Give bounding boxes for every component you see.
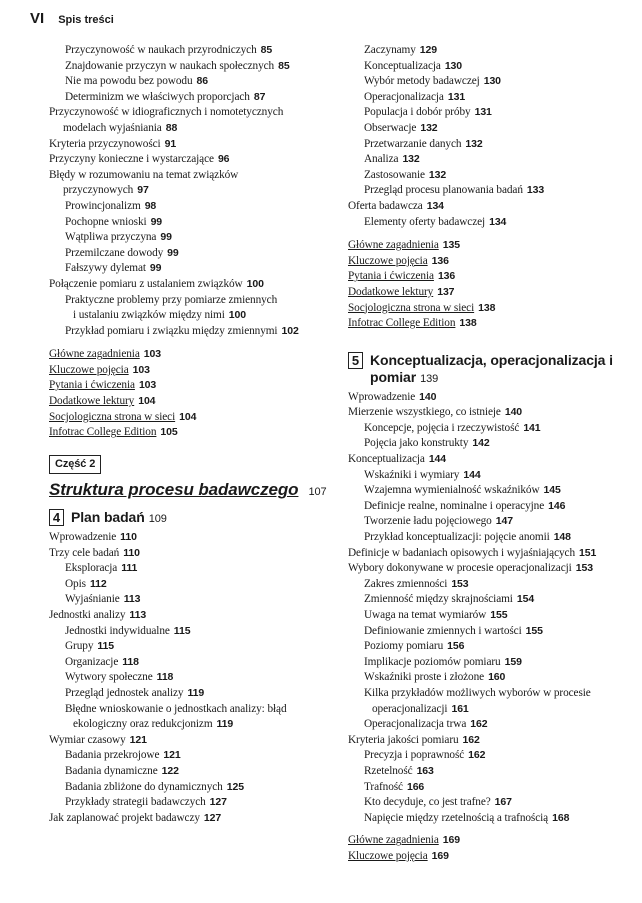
toc-entry: [49, 795, 339, 811]
toc-entry-title: Wytwory społeczne: [65, 671, 153, 684]
toc-entry: [49, 168, 339, 184]
toc-entry: [348, 702, 633, 718]
toc-entry-title: Główne zagadnienia: [49, 348, 140, 361]
toc-entry-page: 88: [165, 121, 178, 134]
toc-entry-page: 145: [543, 484, 561, 497]
toc-entry: [49, 277, 339, 293]
toc-entry-page: 125: [226, 780, 244, 793]
toc-entry-page: 168: [552, 811, 570, 824]
toc-entry-page: 111: [121, 562, 138, 575]
chapter-4-heading: [49, 509, 339, 528]
toc-entry-title: operacjonalizacji: [372, 702, 448, 715]
toc-entry-title: Przykład konceptualizacji: pojęcie anomii: [364, 531, 550, 544]
toc-entry: [49, 74, 339, 90]
toc-entry-title: Kilka przykładów możliwych wyborów w procesie: [364, 686, 591, 699]
part-label: Część 2: [49, 455, 101, 475]
toc-entry: [348, 59, 633, 75]
toc-entry-page: 153: [575, 562, 593, 575]
toc-entry-page: 133: [526, 184, 545, 197]
toc-entry: [49, 639, 339, 655]
toc-entry: [49, 43, 339, 59]
toc-entry-title: Przykład pomiaru i związku między zmiennymi: [65, 324, 278, 337]
toc-entry-page: 135: [442, 239, 460, 252]
toc-entry-page: 115: [173, 624, 191, 637]
toc-entry-title: Mierzenie wszystkiego, co istnieje: [348, 406, 501, 419]
toc-entry-page: 131: [474, 106, 492, 119]
toc-entry: [348, 452, 633, 468]
toc-entry-page: 155: [490, 609, 508, 621]
toc-entry-page: 102: [281, 324, 299, 337]
toc-entry: [348, 748, 633, 764]
toc-entry-page: 103: [132, 363, 150, 376]
toc-entry-title: Wybór metody badawczej: [364, 75, 480, 88]
toc-entry-page: 132: [420, 121, 438, 134]
toc-entry: [49, 90, 339, 106]
toc-list: [49, 43, 339, 339]
toc-entry-page: 118: [156, 671, 174, 684]
toc-entry: [348, 530, 633, 546]
toc-entry-page: 119: [216, 718, 234, 731]
toc-entry: [348, 717, 633, 733]
page-number: VI: [30, 10, 45, 27]
toc-entry: [348, 390, 633, 406]
toc-entry-title: Konceptualizacja: [364, 59, 441, 72]
toc-entry-page: 146: [548, 499, 566, 512]
toc-entry-title: Znajdowanie przyczyn w naukach społecznych: [65, 59, 275, 72]
toc-entry-title: Pojęcia jako konstrukty: [364, 437, 469, 450]
toc-entry: [49, 748, 339, 764]
toc-entry: [348, 405, 633, 421]
page-header: [30, 10, 114, 27]
toc-entry-title: Wskaźniki proste i złożone: [364, 671, 485, 684]
toc-entry-page: 163: [416, 764, 434, 777]
toc-left-column: [49, 43, 339, 826]
toc-entry-page: 118: [122, 655, 139, 668]
toc-entry-page: 121: [163, 749, 181, 762]
chapter-number: 4: [49, 509, 64, 526]
toc-entry-page: 136: [431, 254, 449, 267]
toc-entry-title: Tworzenie ładu pojęciowego: [364, 515, 492, 528]
toc-entry-page: 99: [167, 246, 179, 259]
toc-entry: [348, 137, 633, 153]
toc-entry-title: i ustalaniu związków między nimi: [73, 309, 225, 322]
toc-entry-title: Zastosowanie: [364, 168, 425, 181]
toc-entry-page: 127: [209, 796, 227, 809]
toc-entry-page: 127: [203, 811, 222, 824]
toc-entry-page: 151: [579, 546, 597, 559]
toc-entry-title: Implikacje poziomów pomiaru: [364, 655, 501, 668]
toc-entry-title: Pochopne wnioski: [65, 215, 147, 228]
chapter-5-heading: [348, 352, 633, 388]
toc-links: [49, 347, 339, 441]
toc-entry: [49, 121, 339, 137]
toc-entry-page: 103: [138, 379, 157, 392]
toc-entry: [348, 468, 633, 484]
toc-entry: [49, 546, 339, 562]
toc-entry-title: Kluczowe pojęcia: [49, 363, 129, 376]
toc-entry-title: Prowincjonalizm: [65, 199, 141, 212]
toc-entry-page: 85: [278, 59, 290, 72]
toc-entry-page: 100: [246, 277, 264, 290]
chapter-page: 109: [148, 513, 167, 526]
toc-entry: [49, 308, 339, 324]
toc-list: [348, 390, 633, 827]
toc-link-entry: [348, 238, 633, 254]
toc-entry-title: Kto decyduje, co jest trafne?: [364, 796, 491, 809]
toc-entry: [348, 105, 633, 121]
toc-entry-title: Infotrac College Edition: [49, 426, 157, 439]
toc-entry: [348, 215, 633, 231]
toc-entry: [348, 436, 633, 452]
toc-entry-page: 105: [160, 426, 178, 439]
chapter-title-text: Konceptualizacja, operacjonalizacja i pomiar: [370, 351, 613, 385]
toc-entry: [348, 670, 633, 686]
toc-entry-title: Obserwacje: [364, 121, 417, 134]
toc-entry-title: Jak zaplanować projekt badawczy: [49, 811, 200, 824]
toc-link-entry: [348, 285, 633, 301]
toc-entry-title: Badania zbliżone do dynamicznych: [65, 780, 223, 793]
toc-entry-page: 136: [437, 270, 456, 283]
toc-entry: [49, 608, 339, 624]
toc-entry: [348, 74, 633, 90]
toc-entry-page: 86: [196, 75, 208, 88]
toc-entry: [49, 592, 339, 608]
toc-entry-title: Definicje w badaniach opisowych i wyjaśniających: [348, 546, 576, 559]
toc-entry: [348, 795, 633, 811]
toc-entry: [348, 577, 633, 593]
toc-entry-page: 104: [179, 410, 197, 423]
toc-entry: [348, 764, 633, 780]
toc-entry: [49, 261, 339, 277]
toc-entry-title: Kryteria przyczynowości: [49, 137, 161, 150]
toc-entry: [348, 592, 633, 608]
toc-entry-page: 148: [553, 531, 571, 544]
toc-entry: [49, 733, 339, 749]
toc-entry: [348, 43, 633, 59]
toc-entry-title: Definicje realne, nominalne i operacyjne: [364, 499, 545, 512]
toc-entry: [49, 530, 339, 546]
toc-entry-title: Organizacje: [65, 655, 119, 668]
toc-entry-title: Wybory dokonywane w procesie operacjonalizacji: [348, 562, 572, 575]
toc-entry-title: Zmienność między skrajnościami: [364, 593, 513, 606]
toc-entry-page: 110: [120, 531, 137, 544]
toc-entry: [49, 183, 339, 199]
chapter-page: 139: [420, 372, 439, 385]
toc-entry: [348, 655, 633, 671]
toc-entry-title: Opis: [65, 577, 86, 590]
toc-entry-page: 144: [428, 453, 447, 466]
toc-entry: [49, 215, 339, 231]
part-title-text: Struktura procesu badawczego: [49, 480, 299, 500]
toc-entry-title: Kluczowe pojęcia: [348, 254, 428, 267]
toc-entry-page: 162: [468, 749, 486, 762]
chapter-title: [370, 352, 633, 388]
toc-entry: [348, 639, 633, 655]
toc-entry-page: 96: [217, 153, 230, 166]
toc-entry-title: Operacjonalizacja: [364, 90, 444, 103]
toc-entry: [348, 90, 633, 106]
toc-entry: [49, 246, 339, 262]
toc-entry-page: 87: [253, 90, 266, 103]
toc-entry-title: Pytania i ćwiczenia: [348, 270, 434, 283]
toc-entry: [49, 702, 339, 718]
toc-entry-title: Precyzja i poprawność: [364, 749, 465, 762]
toc-entry-page: 122: [161, 764, 179, 777]
toc-link-entry: [348, 849, 633, 865]
toc-entry-page: 131: [447, 90, 466, 103]
toc-entry-page: 119: [187, 686, 205, 699]
toc-entry: [348, 733, 633, 749]
toc-entry: [348, 121, 633, 137]
toc-entry-page: 113: [123, 593, 141, 606]
toc-entry-page: 137: [437, 285, 455, 298]
toc-entry: [348, 199, 633, 215]
toc-entry-title: Pytania i ćwiczenia: [49, 379, 135, 392]
toc-link-entry: [348, 301, 633, 317]
toc-entry-page: 121: [129, 733, 147, 746]
toc-entry-title: Przegląd procesu planowania badań: [364, 184, 523, 197]
toc-entry-page: 167: [494, 796, 512, 809]
toc-entry-page: 153: [451, 577, 469, 590]
toc-entry-page: 166: [406, 780, 425, 793]
toc-entry-page: 134: [489, 215, 507, 228]
toc-entry-page: 99: [149, 262, 162, 275]
toc-entry-page: 132: [428, 168, 447, 181]
toc-link-entry: [49, 363, 339, 379]
toc-entry-title: Socjologiczna strona w sieci: [49, 410, 176, 423]
toc-entry-title: Zakres zmienności: [364, 577, 448, 590]
toc-entry-page: 103: [143, 348, 161, 361]
toc-entry: [49, 655, 339, 671]
toc-entry-page: 169: [442, 834, 460, 847]
toc-entry-title: Badania przekrojowe: [65, 749, 160, 762]
toc-entry: [348, 624, 633, 640]
toc-entry-title: Oferta badawcza: [348, 199, 423, 212]
toc-entry-title: Dodatkowe lektury: [348, 285, 434, 298]
toc-entry-title: Błędy w rozumowaniu na temat związków: [49, 168, 239, 181]
toc-entry-title: Konceptualizacja: [348, 453, 425, 466]
toc-entry-page: 113: [129, 609, 147, 621]
toc-entry-page: 162: [462, 733, 480, 746]
toc-list: [49, 530, 339, 826]
toc-entry-page: 140: [504, 406, 523, 419]
toc-entry-page: 110: [123, 546, 140, 559]
toc-entry-title: Badania dynamiczne: [65, 764, 158, 777]
toc-link-entry: [348, 254, 633, 270]
toc-entry-title: Wskaźniki i wymiary: [364, 468, 460, 481]
toc-entry: [348, 499, 633, 515]
toc-entry-page: 156: [447, 640, 465, 653]
toc-entry-title: Kluczowe pojęcia: [348, 849, 428, 862]
toc-link-entry: [348, 833, 633, 849]
toc-links: [348, 238, 633, 332]
toc-entry-page: 154: [516, 593, 535, 606]
toc-entry-title: Infotrac College Edition: [348, 317, 456, 330]
toc-link-entry: [348, 269, 633, 285]
chapter-title-text: Plan badań: [71, 509, 145, 526]
toc-entry-title: Uwaga na temat wymiarów: [364, 609, 487, 621]
toc-entry: [348, 686, 633, 702]
part-page: 107: [308, 486, 327, 499]
toc-link-entry: [49, 378, 339, 394]
toc-entry-page: 100: [228, 309, 247, 322]
toc-entry-title: Rzetelność: [364, 764, 413, 777]
toc-entry-title: Błędne wnioskowanie o jednostkach analizy: błąd: [65, 702, 287, 715]
toc-entry-page: 140: [419, 390, 437, 403]
toc-entry-page: 138: [459, 317, 477, 330]
toc-entry-title: Eksploracja: [65, 562, 118, 575]
toc-entry-title: Determinizm we właściwych proporcjach: [65, 90, 250, 103]
toc-entry: [49, 293, 339, 309]
toc-entry-page: 162: [470, 718, 488, 731]
toc-entry: [49, 105, 339, 121]
toc-entry: [348, 421, 633, 437]
toc-entry-title: Dodatkowe lektury: [49, 395, 135, 408]
toc-entry-page: 129: [419, 44, 438, 56]
toc-entry-page: 99: [160, 231, 172, 244]
toc-entry: [49, 230, 339, 246]
chapter-number: 5: [348, 352, 363, 369]
toc-entry-title: Przyczynowość w idiograficznych i nomotetycznych: [49, 106, 284, 119]
toc-entry: [348, 561, 633, 577]
toc-entry: [348, 608, 633, 624]
toc-entry-page: 138: [478, 301, 496, 314]
toc-entry-page: 112: [89, 577, 107, 590]
toc-entry-title: Socjologiczna strona w sieci: [348, 301, 475, 314]
toc-entry-page: 160: [488, 671, 506, 684]
toc-right-column: [348, 43, 633, 865]
toc-entry: [348, 483, 633, 499]
toc-entry: [49, 324, 339, 340]
toc-entry-title: Napięcie między rzetelnością a trafnością: [364, 811, 549, 824]
toc-entry-page: 141: [523, 421, 541, 434]
toc-link-entry: [49, 394, 339, 410]
toc-entry-page: 132: [465, 137, 483, 150]
toc-entry-page: 115: [97, 640, 115, 653]
toc-entry-page: 104: [138, 395, 156, 408]
toc-entry-page: 159: [504, 655, 522, 668]
toc-entry-title: Przemilczane dowody: [65, 246, 164, 259]
toc-entry-page: 142: [472, 437, 490, 450]
toc-entry-title: przyczynowych: [63, 184, 134, 197]
toc-entry: [49, 624, 339, 640]
toc-entry: [49, 686, 339, 702]
toc-entry-page: 130: [483, 75, 501, 88]
toc-entry-title: Przegląd jednostek analizy: [65, 686, 184, 699]
toc-list: [348, 43, 633, 230]
toc-entry: [348, 183, 633, 199]
toc-entry: [49, 561, 339, 577]
toc-entry: [49, 137, 339, 153]
toc-entry-page: 161: [451, 702, 469, 715]
toc-entry-title: Nie ma powodu bez powodu: [65, 75, 193, 88]
toc-entry-title: Trafność: [364, 780, 403, 793]
toc-entry-title: Fałszywy dylemat: [65, 262, 146, 275]
toc-entry: [348, 780, 633, 796]
toc-entry-title: Definiowanie zmiennych i wartości: [364, 624, 522, 637]
toc-entry: [49, 811, 339, 827]
toc-entry-page: 147: [495, 515, 513, 528]
toc-entry-title: Poziomy pomiaru: [364, 640, 444, 653]
toc-entry-title: Zaczynamy: [364, 44, 416, 56]
toc-entry-title: Przetwarzanie danych: [364, 137, 462, 150]
toc-entry-page: 144: [463, 468, 481, 481]
toc-entry-title: Jednostki analizy: [49, 609, 126, 621]
toc-entry-page: 99: [150, 215, 163, 228]
toc-links: [348, 833, 633, 864]
toc-entry-title: Praktyczne problemy przy pomiarze zmiennych: [65, 293, 278, 306]
toc-entry: [348, 168, 633, 184]
toc-link-entry: [49, 425, 339, 441]
part-title: [49, 482, 339, 501]
toc-entry-title: Główne zagadnienia: [348, 834, 439, 847]
toc-link-entry: [49, 347, 339, 363]
toc-entry-title: Trzy cele badań: [49, 546, 120, 559]
toc-entry-title: Operacjonalizacja trwa: [364, 718, 467, 731]
toc-entry-title: Wątpliwa przyczyna: [65, 231, 157, 244]
toc-entry: [348, 514, 633, 530]
toc-entry-title: Jednostki indywidualne: [65, 624, 170, 637]
toc-entry: [348, 811, 633, 827]
toc-entry: [49, 199, 339, 215]
toc-entry: [49, 577, 339, 593]
toc-link-entry: [49, 410, 339, 426]
toc-entry: [348, 152, 633, 168]
toc-entry-title: Analiza: [364, 153, 399, 166]
chapter-title: [71, 509, 167, 528]
toc-entry-page: 132: [402, 153, 420, 166]
toc-entry-title: Główne zagadnienia: [348, 239, 439, 252]
toc-entry-title: modelach wyjaśniania: [63, 121, 162, 134]
toc-entry-title: Przykłady strategii badawczych: [65, 796, 206, 809]
toc-entry-title: Populacja i dobór próby: [364, 106, 471, 119]
toc-entry-title: Przyczynowość w naukach przyrodniczych: [65, 44, 257, 56]
toc-entry-page: 98: [144, 199, 157, 212]
toc-entry-title: Połączenie pomiaru z ustalaniem związków: [49, 277, 243, 290]
toc-entry-title: Wprowadzenie: [348, 390, 416, 403]
toc-entry-title: Wyjaśnianie: [65, 593, 120, 606]
toc-entry: [49, 764, 339, 780]
toc-entry: [49, 152, 339, 168]
toc-entry-title: Koncepcje, pojęcia i rzeczywistość: [364, 421, 520, 434]
toc-entry-title: Wymiar czasowy: [49, 733, 126, 746]
toc-entry: [49, 780, 339, 796]
toc-entry-page: 91: [164, 137, 177, 150]
toc-entry: [49, 670, 339, 686]
toc-entry-page: 169: [431, 849, 449, 862]
toc-entry-title: Grupy: [65, 640, 94, 653]
toc-entry-page: 155: [525, 624, 543, 637]
toc-entry-title: Kryteria jakości pomiaru: [348, 733, 459, 746]
toc-entry: [348, 546, 633, 562]
toc-entry-page: 130: [444, 59, 463, 72]
toc-entry-title: Przyczyny konieczne i wystarczające: [49, 153, 214, 166]
toc-link-entry: [348, 316, 633, 332]
toc-entry-title: Elementy oferty badawczej: [364, 215, 486, 228]
toc-entry-page: 134: [426, 199, 444, 212]
toc-entry: [49, 59, 339, 75]
toc-entry: [49, 717, 339, 733]
toc-entry-title: Wprowadzenie: [49, 531, 117, 544]
toc-entry-page: 85: [260, 44, 273, 56]
section-title: Spis treści: [58, 14, 114, 26]
toc-entry-title: Wzajemna wymienialność wskaźników: [364, 484, 540, 497]
toc-entry-page: 97: [137, 184, 149, 197]
toc-entry-title: ekologiczny oraz redukcjonizm: [73, 718, 213, 731]
